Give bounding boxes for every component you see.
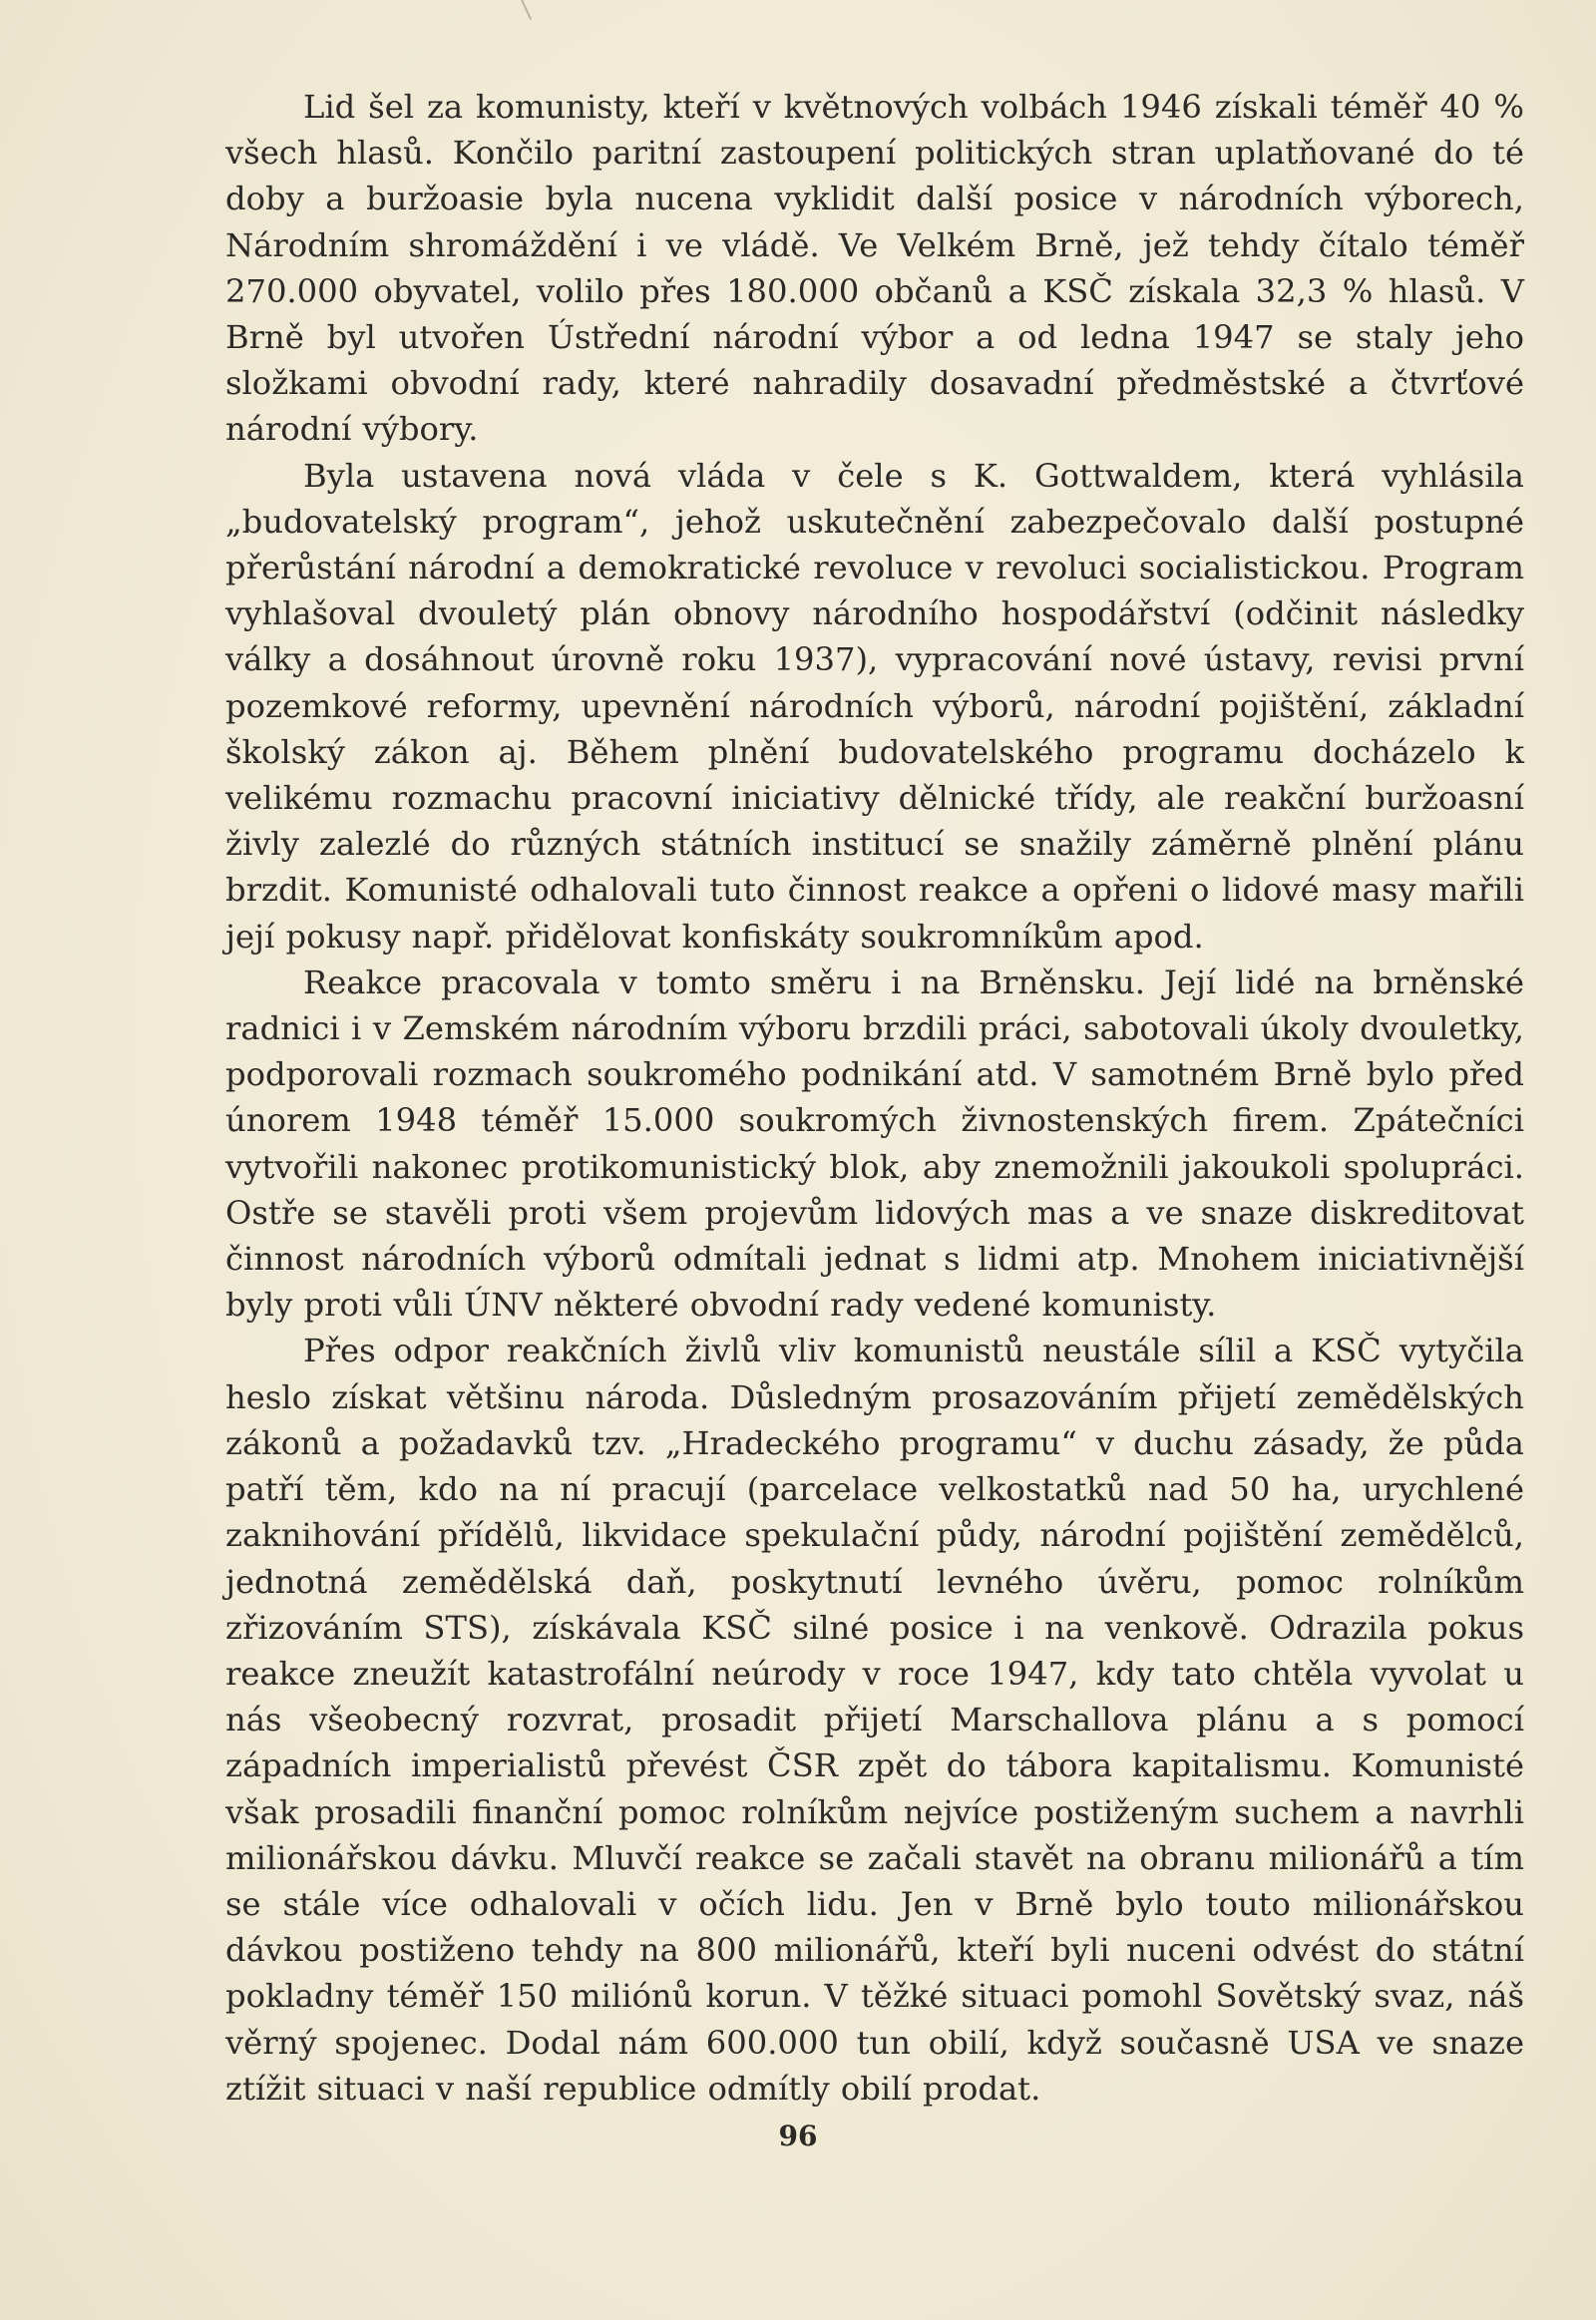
paragraph-3: Reakce pracovala v tomto směru i na Brněnsku. Její lidé na brněnské radnici i v Zemském národním výboru brzdili práci, sabotovali úkoly dvouletky, podporovali rozmach soukromého podnikání atd. V samotném Brně bylo před únorem 1948 téměř 15.000 soukromých živnostenských firem. Zpátečníci vytvořili nakonec protikomunistický blok, aby znemožnili jakoukoli spolupráci. Ostře se stavěli proti všem projevům lidových mas a ve snaze diskreditovat činnost národních výborů odmítali jednat s lidmi atp. Mnohem iniciativnější byly proti vůli ÚNV některé obvodní rady vedené komunisty. xyxy=(225,963,1524,1325)
page-number: 96 xyxy=(778,2120,818,2152)
body-text xyxy=(225,84,1524,2112)
paragraph-2: Byla ustavena nová vláda v čele s K. Gottwaldem, která vyhlásila „budovatelský program“, jehož uskutečnění zabezpečovalo další postupné přerůstání národní a demokratické revoluce v revoluci socialistickou. Program vyhlašoval dvouletý plán obnovy národního hospodářství (odčinit následky války a dosáhnout úrovně roku 1937), vypracování nové ústavy, revisi první pozemkové reformy, upevnění národních výborů, národní pojištění, základní školský zákon aj. Během plnění budovatelského programu docházelo k velikému rozmachu pracovní iniciativy dělnické třídy, ale reakční buržoasní živly zalezlé do různých státních institucí se snažily záměrně plnění plánu brzdit. Komunisté odhalovali tuto činnost reakce a opřeni o lidové masy mařili její pokusy např. přidělovat konfiskáty soukromníkům apod. xyxy=(225,456,1524,956)
paragraph-1: Lid šel za komunisty, kteří v květnových volbách 1946 získali téměř 40 % všech hlasů. Končilo paritní zastoupení politických stran uplatňované do té doby a buržoasie byla nucena vyklidit další posice v národních výborech, Národním shromáždění i ve vládě. Ve Velkém Brně, jež tehdy čítalo téměř 270.000 obyvatel, volilo přes 180.000 občanů a KSČ získala 32,3 % hlasů. V Brně byl utvořen Ústřední národní výbor a od ledna 1947 se staly jeho složkami obvodní rady, které nahradily dosavadní předměstské a čtvrťové národní výbory. xyxy=(225,88,1524,449)
page-corner-mark xyxy=(521,0,532,20)
paragraph-4: Přes odpor reakčních živlů vliv komunistů neustále sílil a KSČ vytyčila heslo získat většinu národa. Důsledným prosazováním přijetí zemědělských zákonů a požadavků tzv. „Hradeckého programu“ v duchu zásady, že půda patří těm, kdo na ní pracují (parcelace velkostatků nad 50 ha, urychlené zaknihování přídělů, likvidace spekulační půdy, národní pojištění zemědělců, jednotná zemědělská daň, poskytnutí levného úvěru, pomoc rolníkům zřizováním STS), získávala KSČ silné posice i na venkově. Odrazila pokus reakce zneužít katastrofální neúrody v roce 1947, kdy tato chtěla vyvolat u nás všeobecný rozvrat, prosadit přijetí Marschallova plánu a s pomocí západních imperialistů převést ČSR zpět do tábora kapitalismu. Komunisté však prosadili finanční pomoc rolníkům nejvíce postiženým suchem a navrhli milionářskou dávku. Mluvčí reakce se začali stavět na obranu milionářů a tím se stále více odhalovali v očích lidu. Jen v Brně bylo touto milionářskou dávkou postiženo tehdy na 800 milionářů, kteří byli nuceni odvést do státní pokladny téměř 150 miliónů korun. V těžké situaci pomohl Sovětský svaz, náš věrný spojenec. Dodal nám 600.000 tun obilí, když současně USA ve snaze ztížit situaci v naší republice odmítly obilí prodat. xyxy=(225,1332,1524,2108)
